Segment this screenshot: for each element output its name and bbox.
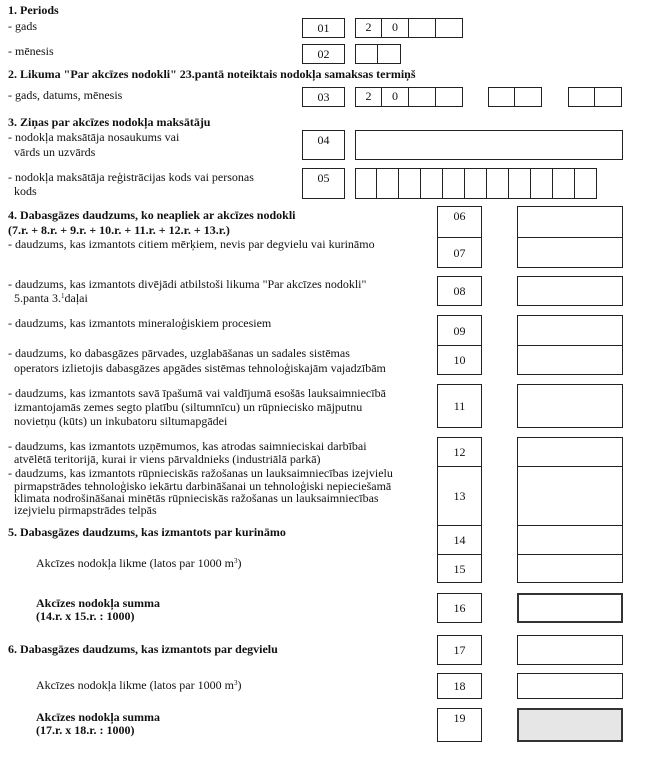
value-08-input[interactable]	[517, 276, 623, 306]
code-12: 12	[437, 437, 482, 467]
code-17: 17	[437, 635, 482, 665]
reg-code-digit[interactable]	[575, 168, 597, 199]
code-15: 15	[437, 554, 482, 583]
rate-close: )	[237, 556, 242, 570]
row-11-label-cont: izmantojamās zemes segto platību (siltumnīcu) un rūpniecisko mājputnu	[14, 400, 363, 414]
reg-code-field[interactable]	[355, 168, 597, 199]
value-18-input[interactable]	[517, 673, 623, 699]
rate-text: Akcīzes nodokļa likme (latos par 1000 m	[36, 678, 234, 692]
day-digit[interactable]	[488, 87, 515, 107]
section-6-title: 6. Dabasgāzes daudzums, kas izmantots par degvielu	[8, 642, 278, 656]
value-14-input[interactable]	[517, 525, 623, 555]
row-10-label: - daudzums, ko dabasgāzes pārvades, uzglabāšanas un sadales sistēmas	[8, 346, 350, 360]
month-label: - mēnesis	[8, 44, 54, 58]
taxpayer-name-input[interactable]	[355, 130, 623, 160]
period-year-field[interactable]	[355, 18, 463, 38]
value-17-input[interactable]	[517, 635, 623, 665]
value-10-input[interactable]	[517, 345, 623, 375]
year-digit[interactable]	[436, 87, 463, 107]
deadline-day-field[interactable]	[488, 87, 542, 107]
row-12-label: - daudzums, kas izmantots uzņēmumos, kas atrodas saimnieciskai darbībai	[8, 439, 367, 453]
reg-code-digit[interactable]	[421, 168, 443, 199]
reg-code-digit[interactable]	[531, 168, 553, 199]
code-01: 01	[302, 18, 345, 38]
section-5-title: 5. Dabasgāzes daudzums, kas izmantots par kurināmo	[8, 525, 286, 539]
row-08-label: - daudzums, kas izmantots divējādi atbilstoši likuma "Par akcīzes nodokli"	[8, 277, 367, 291]
month-digit[interactable]	[595, 87, 622, 107]
deadline-month-field[interactable]	[568, 87, 622, 107]
row-13-label-cont3: izejvielu pirmapstrādes telpās	[14, 503, 157, 517]
value-11-input[interactable]	[517, 384, 623, 428]
value-15-input[interactable]	[517, 554, 623, 583]
reg-code-label: - nodokļa maksātāja reģistrācijas kods vai personas	[8, 170, 254, 184]
section-4-formula: (7.r. + 8.r. + 9.r. + 10.r. + 11.r. + 12.r. + 13.r.)	[8, 223, 230, 237]
section-4-title: 4. Dabasgāzes daudzums, ko neapliek ar akcīzes nodokli	[8, 208, 296, 222]
rate-text: Akcīzes nodokļa likme (latos par 1000 m	[36, 556, 234, 570]
code-03: 03	[302, 87, 345, 107]
heating-sum-formula: (14.r. x 15.r. : 1000)	[36, 609, 135, 623]
heating-rate-label	[36, 557, 241, 570]
fuel-sum-formula: (17.r. x 18.r. : 1000)	[36, 723, 135, 737]
rate-close: )	[237, 678, 242, 692]
row-10-label-cont: operators izlietojis dabasgāzes apgādes sistēmas tehnoloģiskajām vajadzībām	[14, 361, 386, 375]
reg-code-digit[interactable]	[399, 168, 421, 199]
deadline-year-field[interactable]	[355, 87, 463, 107]
reg-code-digit[interactable]	[443, 168, 465, 199]
rate-sup: 3	[233, 679, 238, 687]
code-10: 10	[437, 345, 482, 375]
code-14: 14	[437, 525, 482, 555]
day-digit[interactable]	[515, 87, 542, 107]
row-08-label-cont	[14, 292, 88, 305]
code-13: 13	[437, 466, 482, 526]
value-19-input[interactable]	[517, 708, 623, 742]
reg-code-label-cont: kods	[14, 184, 37, 198]
row-13-label-cont2: klimata nodrošināšanai minētās rūpnieciskās ražošanas un lauksaimniecības	[14, 491, 379, 505]
year-digit[interactable]: 2	[355, 18, 382, 38]
section-1-title: 1. Periods	[8, 3, 59, 17]
code-04: 04	[302, 130, 345, 160]
row-12-label-cont: atvēlētā teritorijā, kurai ir viens pārvaldnieks (industriālā parkā)	[14, 452, 321, 466]
fuel-rate-label	[36, 679, 241, 692]
year-digit[interactable]	[436, 18, 463, 38]
value-13-input[interactable]	[517, 466, 623, 526]
section-3-title: 3. Ziņas par akcīzes nodokļa maksātāju	[8, 115, 211, 129]
date-label: - gads, datums, mēnesis	[8, 88, 123, 102]
month-digit[interactable]	[355, 44, 378, 64]
code-02: 02	[302, 44, 345, 64]
taxpayer-name-label-cont: vārds un uzvārds	[14, 145, 96, 159]
value-09-input[interactable]	[517, 315, 623, 346]
reg-code-digit[interactable]	[465, 168, 487, 199]
section-2-title: 2. Likuma "Par akcīzes nodokli" 23.pantā noteiktais nodokļa samaksas termiņš	[8, 67, 416, 81]
value-06-input[interactable]	[517, 206, 623, 238]
code-09: 09	[437, 315, 482, 346]
year-label: - gads	[8, 19, 37, 33]
period-month-field[interactable]	[355, 44, 401, 64]
fuel-sum-title: Akcīzes nodokļa summa	[36, 710, 161, 724]
year-digit[interactable]: 2	[355, 87, 382, 107]
code-08: 08	[437, 276, 482, 306]
value-12-input[interactable]	[517, 437, 623, 467]
row-11-label-cont2: novietņu (kūts) un inkubatoru siltumapgādei	[14, 414, 228, 428]
row-07-label: - daudzums, kas izmantots citiem mērķiem, nevis par degvielu vai kurināmo	[8, 237, 375, 251]
year-digit[interactable]: 0	[382, 18, 409, 38]
reg-code-digit[interactable]	[509, 168, 531, 199]
row-08-sup: 1	[61, 292, 65, 300]
row-09-label: - daudzums, kas izmantots mineraloģiskiem procesiem	[8, 316, 272, 330]
row-08-text: 5.panta 3.	[14, 291, 61, 305]
month-digit[interactable]	[378, 44, 401, 64]
reg-code-digit[interactable]	[553, 168, 575, 199]
taxpayer-name-label: - nodokļa maksātāja nosaukums vai	[8, 130, 180, 144]
row-13-label-cont: pirmapstrādes tehnoloģisko iekārtu darbināšanai un tehnoloģiski nepieciešamā	[14, 479, 392, 493]
month-digit[interactable]	[568, 87, 595, 107]
code-05: 05	[302, 168, 345, 199]
reg-code-digit[interactable]	[487, 168, 509, 199]
reg-code-digit[interactable]	[377, 168, 399, 199]
code-18: 18	[437, 673, 482, 699]
year-digit[interactable]: 0	[382, 87, 409, 107]
year-digit[interactable]	[409, 87, 436, 107]
row-11-label: - daudzums, kas izmantots savā īpašumā vai valdījumā esošās lauksaimniecībā	[8, 386, 386, 400]
code-11: 11	[437, 384, 482, 428]
heating-sum-title: Akcīzes nodokļa summa	[36, 596, 161, 610]
rate-sup: 3	[233, 557, 238, 565]
year-digit[interactable]	[409, 18, 436, 38]
code-06: 06	[437, 206, 482, 238]
code-19: 19	[437, 708, 482, 742]
row-08-text-end: daļai	[64, 291, 88, 305]
value-07-input[interactable]	[517, 237, 623, 268]
row-13-label: - daudzums, kas izmantots rūpnieciskās ražošanas un lauksaimniecības izejvielu	[8, 466, 393, 480]
reg-code-digit[interactable]	[355, 168, 377, 199]
value-16-input[interactable]	[517, 593, 623, 623]
code-07: 07	[437, 237, 482, 268]
code-16: 16	[437, 593, 482, 623]
